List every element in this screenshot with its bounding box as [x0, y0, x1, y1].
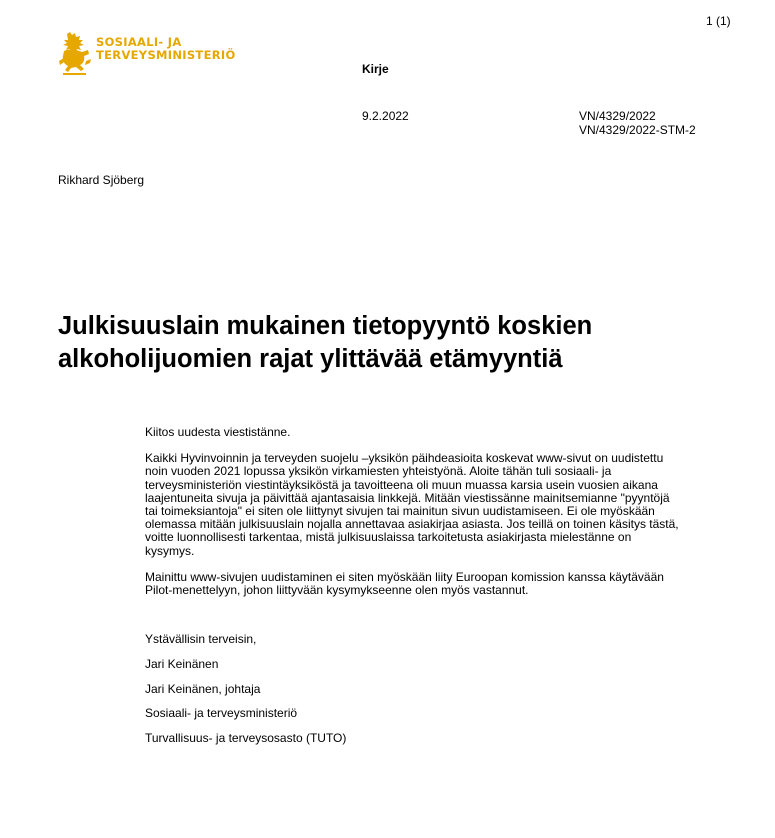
body-paragraph-2 — [145, 571, 745, 597]
body-paragraph-1 — [145, 452, 745, 558]
document-type: Kirje — [362, 62, 389, 76]
signer-name: Jari Keinänen — [145, 656, 219, 671]
text-line: noin vuoden 2021 lopussa yksikön virkamiesten yhteistyönä. Aloite tähän tuli sosiaali- ja — [145, 464, 612, 479]
text-line: Mainittu www-sivujen uudistaminen ei siten myöskään liity Euroopan komission kanssa käytävään — [145, 569, 664, 584]
title-line: Julkisuuslain mukainen tietopyyntö koskien — [58, 312, 593, 340]
text-line: Kaikki Hyvinvoinnin ja terveyden suojelu –yksikön päihdeasioita koskevat www-sivut on uudistettu — [145, 451, 664, 466]
reference-numbers — [579, 109, 696, 137]
reference-number: VN/4329/2022 — [579, 109, 656, 123]
greeting: Kiitos uudesta viestistänne. — [145, 425, 291, 439]
logo-text-line2: TERVEYSMINISTERIÖ — [96, 48, 236, 62]
text-line: Pilot-menettelyyn, johon liittyvään kysymykseenne olen myös vastannut. — [145, 583, 529, 598]
text-line: laajentuneita sivuja ja päivittää ajantasaisia linkkejä. Mitään viestissänne mainitsemianne "pyyntöjä — [145, 490, 670, 505]
title-line: alkoholijuomien rajat ylittävää etämyyntiä — [58, 345, 563, 373]
coat-of-arms-lion-icon — [58, 31, 92, 75]
text-line: kysymys. — [145, 543, 195, 558]
closing: Ystävällisin terveisin, — [145, 632, 257, 647]
text-line: terveysministeriön viestintäyksiköstä ja tavoitteena oli muun muassa karsia usein vuosien aikana — [145, 477, 658, 492]
recipient-name: Rikhard Sjöberg — [58, 173, 145, 187]
reference-number: VN/4329/2022-STM-2 — [579, 123, 696, 137]
page-number: 1 (1) — [706, 14, 731, 28]
logo-text-line1: SOSIAALI- JA — [96, 35, 182, 49]
signer-title: Jari Keinänen, johtaja — [145, 681, 261, 696]
letter-body — [145, 426, 745, 745]
text-line: tai toimeksiantoja" ei siten ole liittynyt sivujen tai mainitun sivun uudistamiseen. Ei ole myöskään — [145, 504, 655, 519]
text-line: voitte luonnollisesti tarkentaa, mistä julkisuuslaissa tarkoitetusta asiakirjasta mielestänne on — [145, 530, 632, 545]
department-name: Turvallisuus- ja terveysosasto (TUTO) — [145, 731, 347, 746]
ministry-name: Sosiaali- ja terveysministeriö — [145, 706, 298, 721]
text-line: olemassa mitään julkisuuslain nojalla annettavaa asiakirjaa asiasta. Jos teillä on toinen käsitys tästä, — [145, 517, 679, 532]
document-date: 9.2.2022 — [362, 109, 409, 123]
ministry-logo — [58, 31, 258, 77]
letter-title — [58, 310, 592, 376]
